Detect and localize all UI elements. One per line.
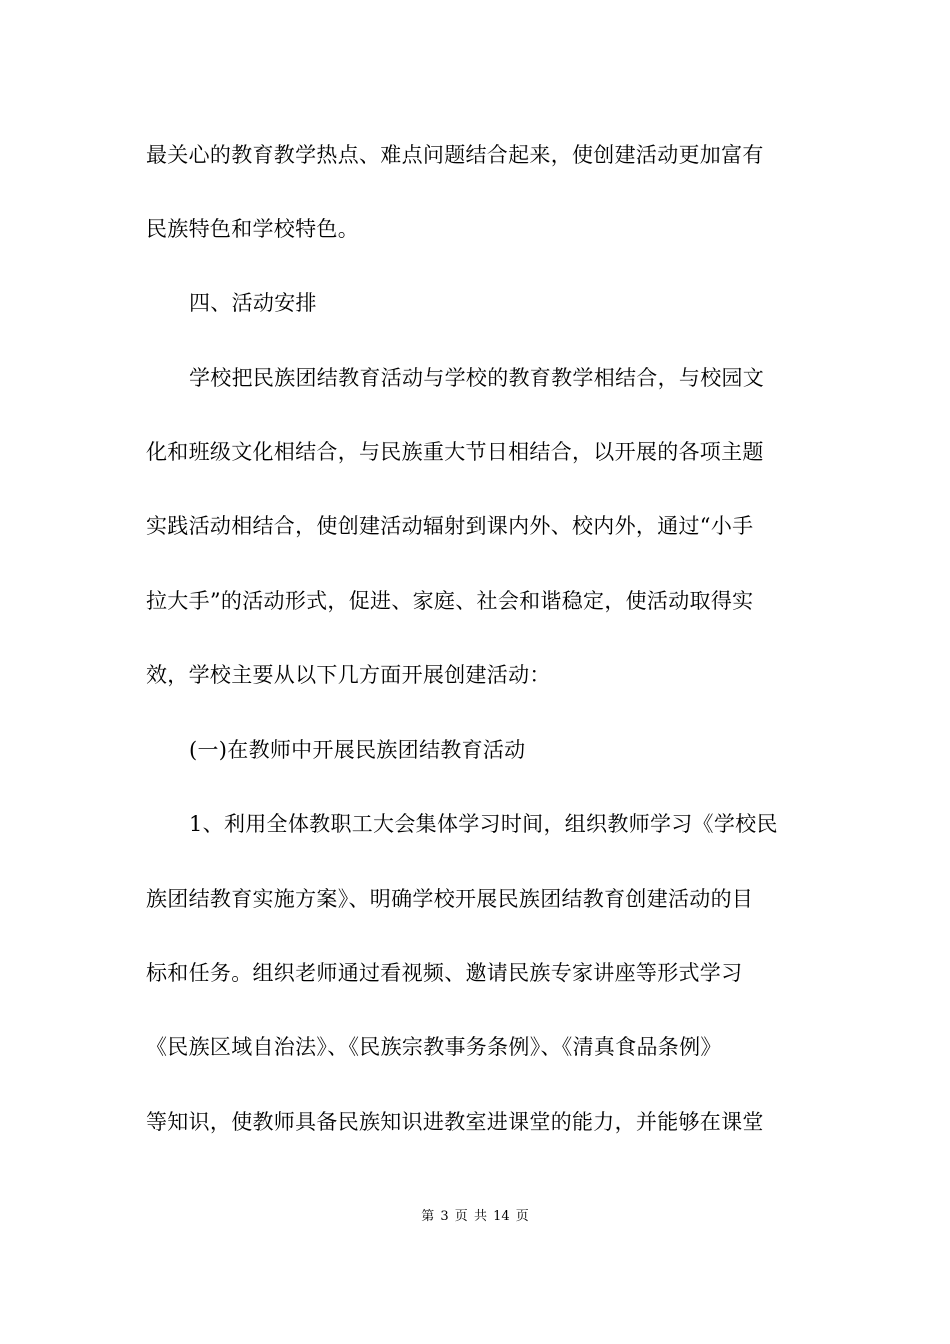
paragraph-first-line: 学校把民族团结教育活动与学校的教育教学相结合，与校园文: [189, 366, 765, 390]
body-text-line: 化和班级文化相结合，与民族重大节日相结合，以开展的各项主题: [146, 440, 764, 464]
footer-suffix: 页: [515, 1209, 529, 1224]
body-text-line: 族团结教育实施方案》、明确学校开展民族团结教育创建活动的目: [146, 887, 754, 911]
footer-total-word: 共: [473, 1209, 487, 1224]
body-text-line: 拉大手”的活动形式，促进、家庭、社会和谐稳定，使活动取得实: [146, 589, 754, 613]
subsection-heading: (一)在教师中开展民族团结教育活动: [189, 738, 526, 762]
body-text-line: 民族特色和学校特色。: [146, 217, 359, 241]
footer-prefix: 第: [421, 1209, 435, 1224]
body-text-line: 《民族区域自治法》、《民族宗教事务条例》、《清真食品条例》: [146, 1035, 722, 1059]
footer-total-pages: 14: [493, 1209, 510, 1224]
footer-current-page: 3: [440, 1209, 449, 1224]
body-text-line: 实践活动相结合，使创建活动辐射到课内外、校内外，通过“小手: [146, 514, 754, 538]
footer-page-word: 页: [454, 1209, 468, 1224]
body-text-line: 标和任务。组织老师通过看视频、邀请民族专家讲座等形式学习: [146, 961, 743, 985]
page-footer: [0, 1208, 950, 1226]
body-text-line: 最关心的教育教学热点、难点问题结合起来，使创建活动更加富有: [146, 143, 764, 167]
body-text-line: 效，学校主要从以下几方面开展创建活动：: [146, 663, 551, 687]
paragraph-first-line: 1、利用全体教职工大会集体学习时间，组织教师学习《学校民: [189, 812, 778, 836]
section-heading: 四、活动安排: [189, 291, 317, 315]
body-text-line: 等知识，使教师具备民族知识进教室进课堂的能力，并能够在课堂: [146, 1110, 764, 1134]
